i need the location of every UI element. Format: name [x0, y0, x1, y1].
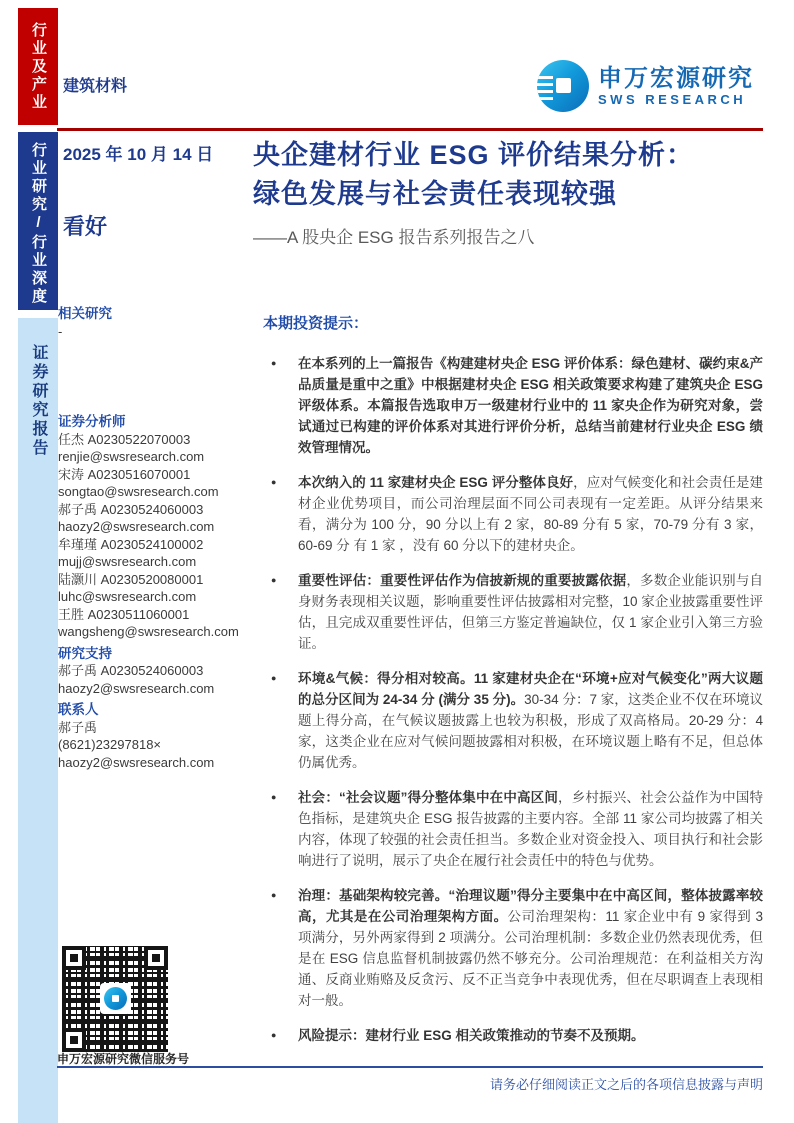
analyst-name: 任杰: [58, 431, 85, 447]
bullet-rest: ，乡村振兴、社会公益作为中国特色指标，是建筑央企 ESG 报告披露的主要内容。全部 11 家公司均披露了相关内容，体现了较强的社会责任担当。多数企业对资金投入、项目执行和社会影响进行了说明，展示了央企在履行社会责任中的特色与优势。: [298, 790, 764, 868]
industry-rating: 看好: [63, 214, 108, 239]
header-divider: [57, 128, 763, 131]
industry-tag-label: 行业及产业: [30, 22, 47, 112]
wechat-qr-code: [62, 946, 168, 1052]
qr-finder-icon: [62, 1028, 86, 1052]
logo-name-cn: 申万宏源研究: [598, 64, 754, 92]
bullet-bold: 社会：“社会议题”得分整体集中在中高区间: [298, 790, 559, 805]
analyst-email: songtao@swsresearch.com: [58, 484, 219, 499]
support-cert: A0230524060003: [100, 663, 204, 678]
related-research-heading: 相关研究: [58, 306, 112, 321]
industry-tag-banner: [18, 8, 58, 125]
analyst-name-cert: [58, 536, 253, 554]
contact-email: haozy2@swsresearch.com: [58, 754, 215, 770]
contact-name: 郝子禹: [58, 719, 98, 735]
bullet-bold: 在本系列的上一篇报告《构建建材央企 ESG 评价体系：绿色建材、碳约束&产品质量是重中之重》中根据建材央企 ESG 相关政策要求构建了建筑央企 ESG 评级体系。本篇报告选取申万一级建材行业中的 11 家央企作为研究对象，尝试通过已构建的评价体系对其进行评价分析，总结当前建材行业央企 ESG 绩效管理情况。: [298, 356, 763, 455]
investment-tips-section: [263, 312, 763, 1060]
analyst-email: renjie@swsresearch.com: [58, 449, 205, 464]
sws-logo-icon: [537, 60, 589, 112]
analyst-name: 牟瑾瑾: [58, 536, 98, 552]
report-date: 2025 年 10 月 14 日: [63, 145, 214, 164]
qr-caption: 申万宏源研究微信服务号: [56, 1052, 189, 1066]
sws-logo: [537, 60, 754, 112]
bullet-item: [263, 353, 763, 458]
bullet-bold: 环境&气候：得分相对较高。11 家建材央企在“环境+应对气候变化”两大议题的总分区间为 24-34 分 (满分 35 分)。: [298, 671, 763, 707]
contact-phone: (8621)23297818×: [58, 737, 162, 752]
bullet-bold: 重要性评估：重要性评估作为信披新规的重要披露依据: [298, 573, 627, 588]
logo-text-block: [598, 66, 754, 107]
qr-center-logo-icon: [100, 983, 131, 1014]
analyst-cert: A0230516070001: [87, 466, 191, 482]
analyst-name: 王胜: [58, 606, 85, 622]
analyst-cert: A0230524060003: [100, 501, 204, 517]
logo-square-icon: [556, 78, 571, 93]
bullet-bold: 治理：基础架构较完善。“治理议题”得分主要集中在中高区间，整体披露率较高，尤其是在公司治理架构方面。: [298, 888, 763, 924]
contact-heading: 联系人: [58, 702, 99, 717]
qr-finder-icon: [144, 946, 168, 970]
analyst-name-cert: [58, 431, 253, 449]
analyst-panel: [58, 305, 253, 771]
report-title-line1: 央企建材行业 ESG 评价结果分析：: [253, 140, 695, 170]
analyst-name-cert: [58, 466, 253, 484]
report-category-label: 证券研究报告: [30, 344, 47, 458]
analyst-name: 郝子禹: [58, 501, 98, 517]
analysts-heading: 证券分析师: [58, 414, 126, 429]
bullet-bold: 风险提示：建材行业 ESG 相关政策推动的节奏不及预期。: [298, 1028, 645, 1043]
report-title-line2: 绿色发展与社会责任表现较强: [253, 179, 617, 209]
logo-name-en: SWS RESEARCH: [598, 91, 747, 107]
bullet-item: [263, 1025, 763, 1046]
analyst-name-cert: [58, 571, 253, 589]
related-research-value: -: [58, 323, 63, 339]
bullet-item: [263, 787, 763, 871]
logo-stripes-icon: [537, 73, 553, 100]
analyst-name-cert: [58, 606, 253, 624]
report-subtitle: ——A 股央企 ESG 报告系列报告之八: [253, 228, 535, 247]
analyst-cert: A0230522070003: [87, 431, 191, 447]
analyst-cert: A0230524100002: [100, 536, 204, 552]
bullet-item: [263, 472, 763, 556]
bullet-item: [263, 668, 763, 773]
report-type-banner: [18, 132, 58, 310]
analyst-email: luhc@swsresearch.com: [58, 589, 197, 604]
analyst-email: haozy2@swsresearch.com: [58, 519, 215, 534]
bullet-item: [263, 570, 763, 654]
report-type-label: 行业研究/行业深度: [30, 142, 47, 306]
support-email: haozy2@swsresearch.com: [58, 680, 215, 696]
analyst-name: 陆灏川: [58, 571, 98, 587]
qr-finder-icon: [62, 946, 86, 970]
support-name-cert: [58, 662, 253, 680]
bullet-rest: ，应对气候变化和社会责任是建材企业优势项目，而公司治理层面不同公司表现有一定差距。从评分结果来看，满分为 100 分，90 分以上有 2 家，80-89 分有 5 家，70-79 分有 3 家，60-69 分 有 1 家 ，没有 60 分以下的建材央企。: [298, 475, 763, 553]
report-title: [253, 136, 753, 214]
analyst-email: mujj@swsresearch.com: [58, 554, 197, 569]
disclaimer-text: 请务必仔细阅读正文之后的各项信息披露与声明: [489, 1077, 763, 1092]
bullet-item: [263, 885, 763, 1011]
support-heading: 研究支持: [58, 645, 112, 661]
analyst-name: 宋涛: [58, 466, 85, 482]
support-name: 郝子禹: [58, 663, 98, 678]
sector-label: 建筑材料: [63, 78, 128, 95]
bullet-rest: 30-34 分：7 家，这类企业不仅在环境议题上得分高，在气候议题披露上也较为积极，形成了双高格局。20-29 分：4 家，这类企业在应对气候问题披露相对积极，在环境议题上略有不足，但总体仍属优秀。: [298, 692, 763, 770]
report-category-banner: [18, 318, 58, 1123]
bullet-bold: 本次纳入的 11 家建材央企 ESG 评分整体良好: [298, 475, 574, 490]
tips-heading: 本期投资提示：: [263, 315, 369, 332]
bullet-rest: 公司治理架构：11 家企业中有 9 家得到 3 项满分，另外两家得到 2 项满分。公司治理机制：多数企业仍然表现优秀，但是在 ESG 信息监督机制披露仍然不够充分。公司治理规范：在利益相关方沟通、反商业贿赂及反贪污、反不正当竞争中表现优秀，但在尽职调查上表现相对一般。: [298, 909, 763, 1008]
analyst-name-cert: [58, 501, 253, 519]
analyst-cert: A0230520080001: [100, 571, 204, 587]
footer-divider: [57, 1066, 763, 1068]
analyst-cert: A0230511060001: [87, 606, 190, 622]
bullet-rest: ，多数企业能识别与自身财务表现相关议题，影响重要性评估披露相对完整，10 家企业披露重要性评估，且完成双重要性评估，但第三方鉴定普遍缺位，仅 1 家企业引入第三方验证。: [298, 573, 764, 651]
analyst-email: wangsheng@swsresearch.com: [58, 624, 239, 639]
